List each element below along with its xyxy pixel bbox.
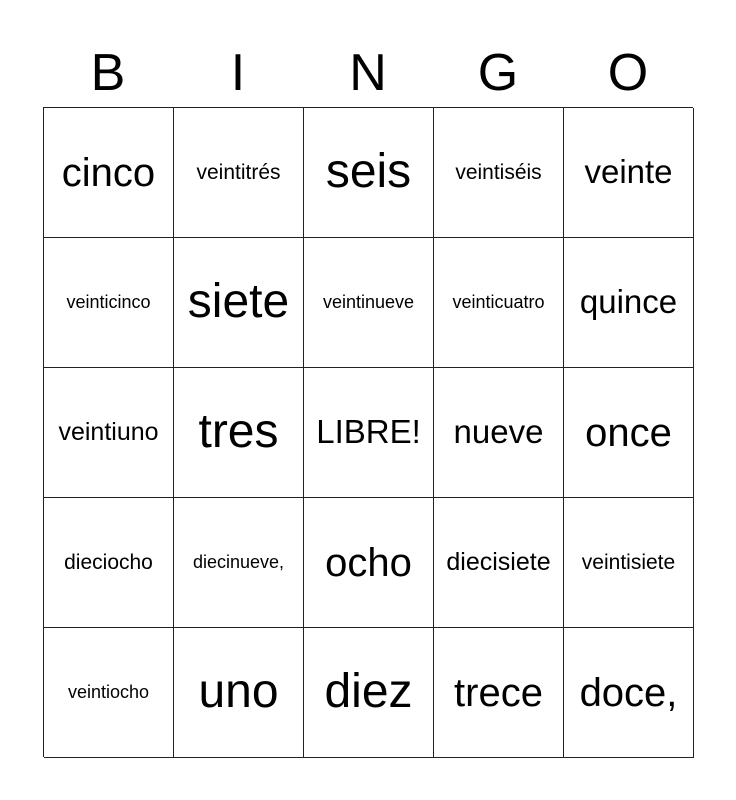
- bingo-cell[interactable]: dieciocho: [44, 498, 174, 628]
- bingo-cell[interactable]: nueve: [434, 368, 564, 498]
- bingo-cell[interactable]: veinte: [564, 108, 694, 238]
- bingo-cell[interactable]: veintitrés: [174, 108, 304, 238]
- bingo-cell[interactable]: diecisiete: [434, 498, 564, 628]
- header-letter-o: O: [607, 44, 649, 102]
- bingo-cell[interactable]: trece: [434, 628, 564, 758]
- bingo-cell[interactable]: tres: [174, 368, 304, 498]
- bingo-cell[interactable]: veinticuatro: [434, 238, 564, 368]
- bingo-cell[interactable]: veinticinco: [44, 238, 174, 368]
- bingo-cell[interactable]: diecinueve,: [174, 498, 304, 628]
- bingo-cell[interactable]: quince: [564, 238, 694, 368]
- bingo-cell[interactable]: ocho: [304, 498, 434, 628]
- bingo-cell[interactable]: uno: [174, 628, 304, 758]
- bingo-header: [43, 40, 693, 106]
- bingo-cell[interactable]: siete: [174, 238, 304, 368]
- bingo-cell[interactable]: veintiocho: [44, 628, 174, 758]
- bingo-cell[interactable]: veintiséis: [434, 108, 564, 238]
- bingo-cell-free[interactable]: LIBRE!: [304, 368, 434, 498]
- header-letter-n: N: [349, 44, 387, 102]
- bingo-board: [43, 107, 693, 757]
- bingo-cell[interactable]: diez: [304, 628, 434, 758]
- bingo-cell[interactable]: veintinueve: [304, 238, 434, 368]
- header-letter-g: G: [477, 44, 519, 102]
- bingo-cell[interactable]: cinco: [44, 108, 174, 238]
- bingo-cell[interactable]: veintiuno: [44, 368, 174, 498]
- bingo-cell[interactable]: veintisiete: [564, 498, 694, 628]
- bingo-cell[interactable]: doce,: [564, 628, 694, 758]
- bingo-cell[interactable]: once: [564, 368, 694, 498]
- header-letter-b: B: [90, 44, 126, 102]
- bingo-cell[interactable]: seis: [304, 108, 434, 238]
- header-letter-i: I: [230, 44, 246, 102]
